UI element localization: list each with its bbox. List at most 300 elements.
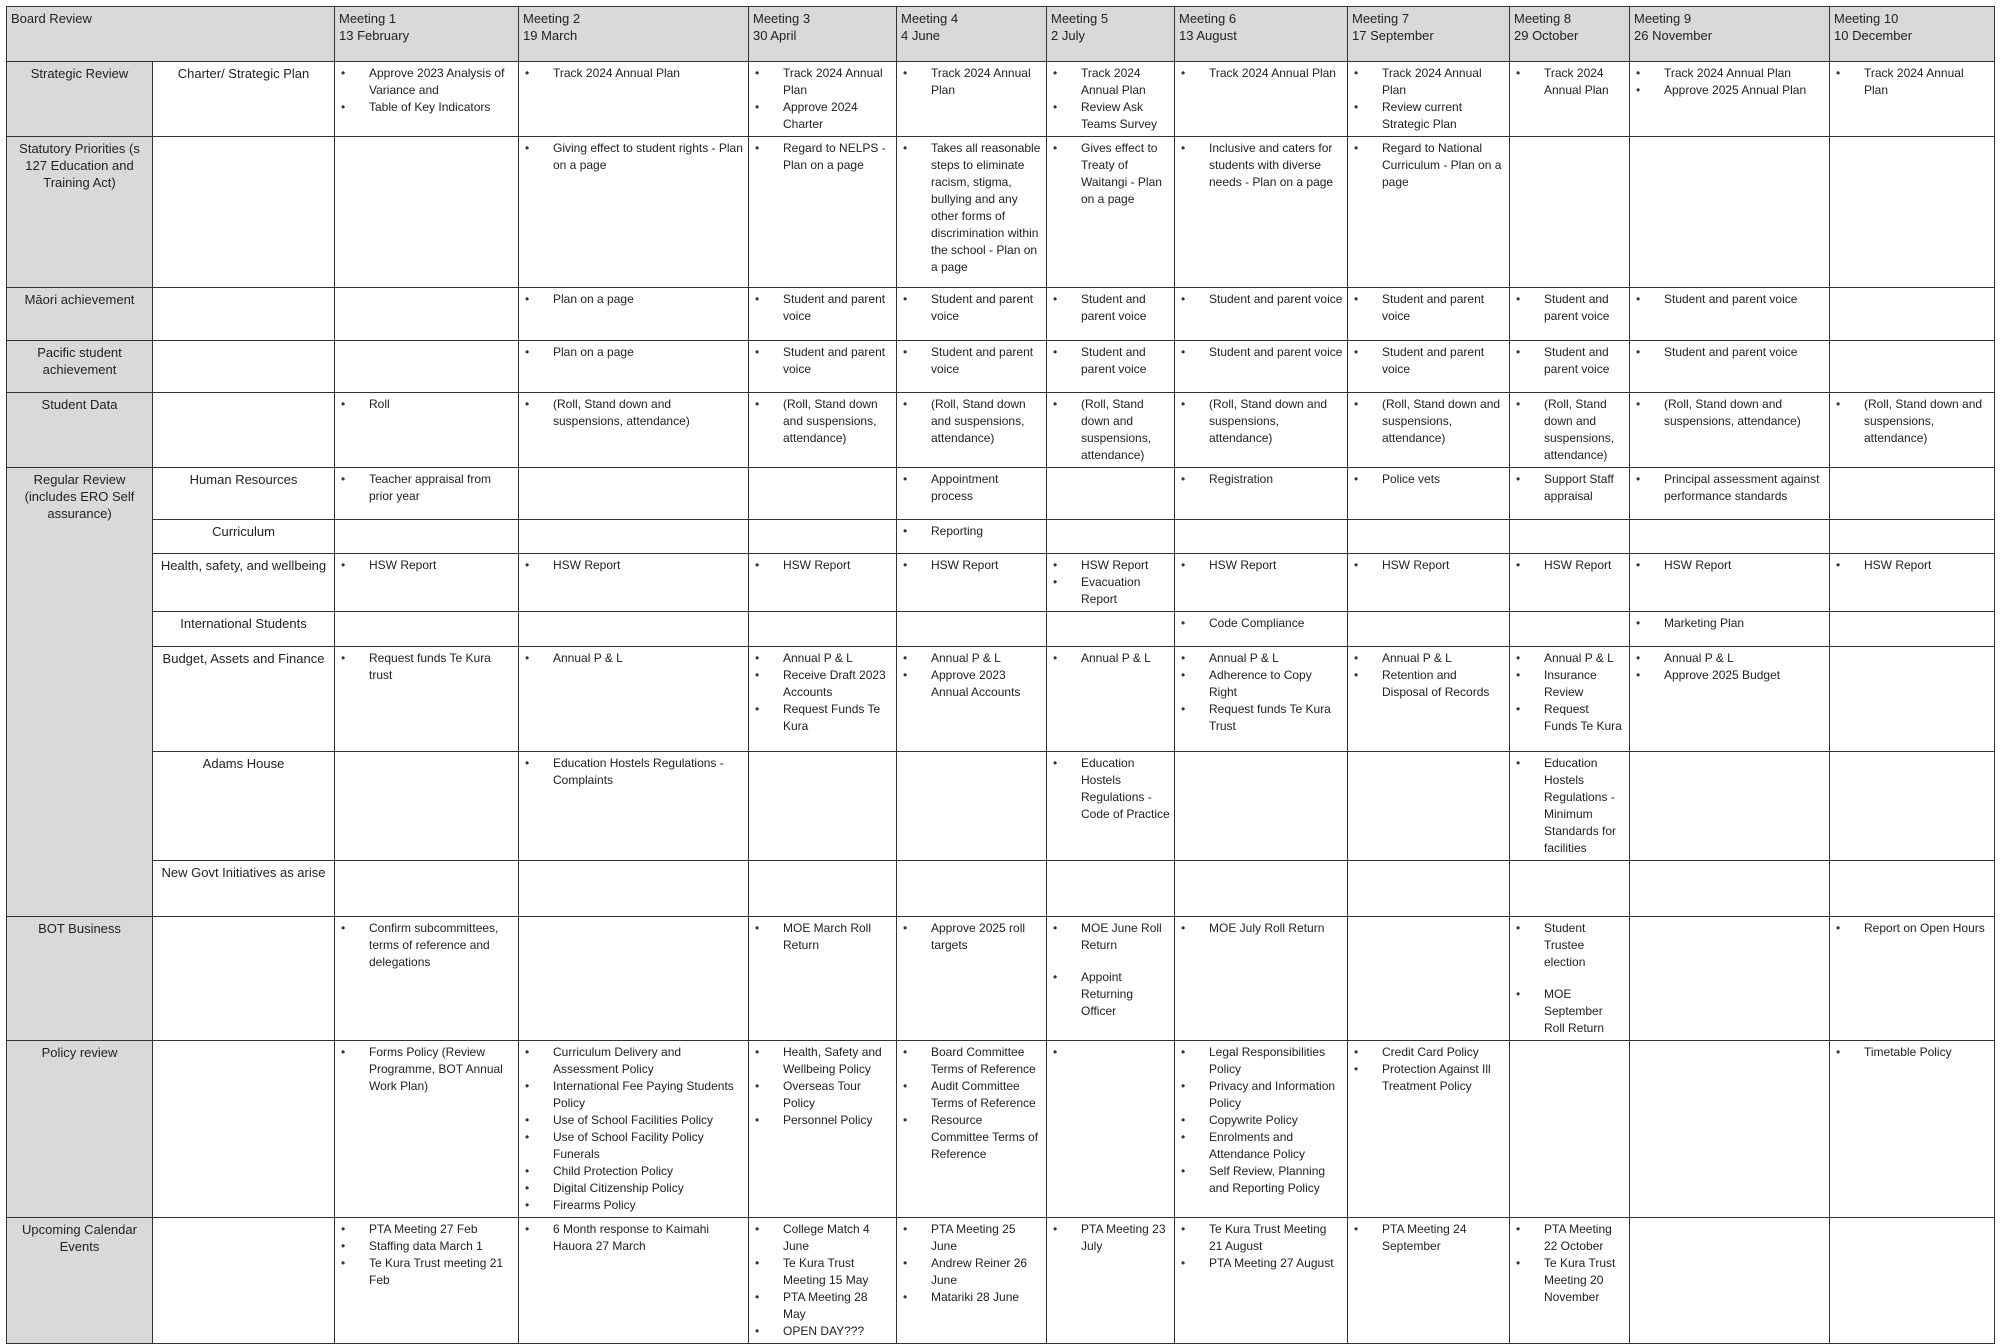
meeting-header (1348, 7, 1510, 62)
agenda-list (901, 65, 1042, 99)
meeting-cell (335, 137, 519, 288)
list-item: • Annual P & L (783, 650, 892, 667)
meeting-cell (1630, 647, 1830, 752)
agenda-list (1834, 920, 1990, 937)
meeting-cell (749, 1218, 897, 1344)
list-item: • HSW Report (1382, 557, 1505, 574)
list-item: • Track 2024 Annual Plan (931, 65, 1042, 99)
list-item: • Education Hostels Regulations - Code of Practice (1081, 755, 1170, 823)
meeting-cell (1348, 137, 1510, 288)
meeting-cell (335, 612, 519, 647)
meeting-cell (1510, 341, 1630, 393)
agenda-list (753, 65, 892, 133)
list-item: • Enrolments and Attendance Policy (1209, 1129, 1343, 1163)
list-item: • Resource Committee Terms of Reference (931, 1112, 1042, 1163)
meeting-cell (1175, 393, 1348, 468)
list-item: • HSW Report (1664, 557, 1825, 574)
meeting-cell (519, 752, 749, 861)
meeting-cell (1630, 917, 1830, 1041)
agenda-list (1051, 65, 1170, 133)
agenda-list (1179, 557, 1343, 574)
agenda-list (523, 344, 744, 361)
list-item: • HSW Report (1209, 557, 1343, 574)
meeting-header (1047, 7, 1175, 62)
meeting-cell (1348, 917, 1510, 1041)
agenda-list (1834, 1044, 1990, 1061)
agenda-list (1051, 344, 1170, 378)
agenda-list (1179, 1221, 1343, 1272)
list-item: • Annual P & L (1209, 650, 1343, 667)
agenda-list (1051, 396, 1170, 464)
list-item: • Student and parent voice (1544, 344, 1625, 378)
list-item: • Approve 2025 Annual Plan (1664, 82, 1825, 99)
agenda-list (1352, 140, 1505, 191)
meeting-cell (749, 341, 897, 393)
list-item: • (Roll, Stand down and suspensions, attendance) (1382, 396, 1505, 447)
meeting-cell (897, 917, 1047, 1041)
list-item: • Track 2024 Annual Plan (1864, 65, 1990, 99)
list-item: • Student and parent voice (931, 291, 1042, 325)
meeting-cell (1175, 1041, 1348, 1218)
agenda-list (753, 396, 892, 447)
list-item: • Request funds Te Kura Trust (1209, 701, 1343, 735)
list-item: • MOE September Roll Return (1544, 986, 1625, 1037)
meeting-cell (1630, 554, 1830, 612)
meeting-date: 10 December (1834, 28, 1913, 43)
list-item: • Annual P & L (1382, 650, 1505, 667)
meeting-cell (1510, 917, 1630, 1041)
list-item: • Regard to National Curriculum - Plan on a page (1382, 140, 1505, 191)
meeting-cell (1047, 520, 1175, 554)
agenda-list (1834, 65, 1990, 99)
agenda-list (1634, 471, 1825, 505)
meeting-cell (1630, 137, 1830, 288)
subcategory-cell (153, 341, 335, 393)
list-item: • Request funds Te Kura trust (369, 650, 514, 684)
meeting-cell (749, 917, 897, 1041)
meeting-cell (335, 62, 519, 137)
list-item: • Code Compliance (1209, 615, 1343, 632)
meeting-date: 29 October (1514, 28, 1579, 43)
meeting-cell (897, 612, 1047, 647)
agenda-list (339, 557, 514, 574)
agenda-list (1634, 291, 1825, 308)
list-item: • Principal assessment against performance standards (1664, 471, 1825, 505)
meeting-cell (1047, 341, 1175, 393)
list-item: • (Roll, Stand down and suspensions, attendance) (1664, 396, 1825, 430)
agenda-list (339, 471, 514, 505)
list-item: • PTA Meeting 25 June (931, 1221, 1042, 1255)
agenda-list (1514, 1221, 1625, 1306)
meeting-cell (1510, 62, 1630, 137)
meeting-name: Meeting 9 (1634, 11, 1692, 26)
agenda-list (523, 1221, 744, 1255)
meeting-cell (1830, 612, 1995, 647)
agenda-list (1179, 291, 1343, 308)
list-item: • Annual P & L (553, 650, 744, 667)
list-item: • Student and parent voice (1081, 291, 1170, 325)
meeting-cell (1630, 341, 1830, 393)
meeting-cell (749, 647, 897, 752)
meeting-cell (1348, 1218, 1510, 1344)
meeting-name: Meeting 5 (1051, 11, 1109, 26)
meeting-cell (1630, 393, 1830, 468)
list-item: • Marketing Plan (1664, 615, 1825, 632)
meeting-cell (1510, 520, 1630, 554)
table-row (7, 62, 1995, 137)
list-item: • Privacy and Information Policy (1209, 1078, 1343, 1112)
list-item: • (Roll, Stand down and suspensions, attendance) (1209, 396, 1343, 447)
meeting-cell (335, 752, 519, 861)
list-item: • Student Trustee election (1544, 920, 1625, 971)
list-item: • HSW Report (1081, 557, 1170, 574)
agenda-list (339, 650, 514, 684)
meeting-cell (1175, 647, 1348, 752)
category-cell: Student Data (7, 393, 153, 468)
meeting-name: Meeting 8 (1514, 11, 1572, 26)
list-item: • Student and parent voice (1081, 344, 1170, 378)
meeting-cell (1175, 520, 1348, 554)
meeting-date: 13 August (1179, 28, 1237, 43)
meeting-cell (897, 861, 1047, 917)
agenda-list (1834, 396, 1990, 447)
meeting-cell (897, 62, 1047, 137)
board-work-plan-table (6, 6, 1995, 1344)
table-row (7, 647, 1995, 752)
agenda-list (1514, 650, 1625, 735)
list-item: • Student and parent voice (1544, 291, 1625, 325)
agenda-list (1514, 471, 1625, 505)
list-item: • Student and parent voice (1664, 344, 1825, 361)
list-item: • Request Funds Te Kura (783, 701, 892, 735)
meeting-cell (519, 520, 749, 554)
meeting-cell (1348, 520, 1510, 554)
meeting-cell (1830, 288, 1995, 341)
list-item: • Personnel Policy (783, 1112, 892, 1129)
meeting-cell (1830, 554, 1995, 612)
list-item: • Track 2024 Annual Plan (1209, 65, 1343, 82)
list-item: • Student and parent voice (783, 344, 892, 378)
meeting-cell (897, 341, 1047, 393)
list-item: • Te Kura Trust Meeting 20 November (1544, 1255, 1625, 1306)
meeting-cell (897, 554, 1047, 612)
list-item: • Student and parent voice (1382, 291, 1505, 325)
meeting-cell (1348, 752, 1510, 861)
list-item: • Review Ask Teams Survey (1081, 99, 1170, 133)
meeting-cell (1630, 1041, 1830, 1218)
meeting-cell (897, 752, 1047, 861)
meeting-cell (1047, 1218, 1175, 1344)
agenda-list (1514, 396, 1625, 464)
meeting-name: Meeting 6 (1179, 11, 1237, 26)
list-item: • Track 2024 Annual Plan (553, 65, 744, 82)
list-item: • Roll (369, 396, 514, 413)
meeting-cell (1175, 554, 1348, 612)
list-item: • College Match 4 June (783, 1221, 892, 1255)
list-item: • HSW Report (783, 557, 892, 574)
meeting-cell (1630, 520, 1830, 554)
subcategory-cell (153, 1218, 335, 1344)
meeting-date: 30 April (753, 28, 797, 43)
list-item: • Annual P & L (931, 650, 1042, 667)
agenda-list (901, 523, 1042, 540)
agenda-list (1352, 557, 1505, 574)
meeting-cell (519, 62, 749, 137)
meeting-cell (1830, 468, 1995, 520)
meeting-cell (1348, 554, 1510, 612)
meeting-cell (519, 1041, 749, 1218)
meeting-cell (1510, 137, 1630, 288)
meeting-date: 17 September (1352, 28, 1434, 43)
agenda-list (1514, 920, 1625, 1037)
meeting-header (749, 7, 897, 62)
meeting-cell (1510, 554, 1630, 612)
meeting-cell (897, 520, 1047, 554)
meeting-cell (335, 861, 519, 917)
meeting-cell (1175, 861, 1348, 917)
list-item: • Student and parent voice (1664, 291, 1825, 308)
list-item: • Te Kura Trust Meeting 15 May (783, 1255, 892, 1289)
list-item: • Track 2024 Annual Plan (1382, 65, 1505, 99)
meeting-cell (1047, 288, 1175, 341)
agenda-list (1352, 471, 1505, 488)
category-cell: Statutory Priorities (s 127 Education and Training Act) (7, 137, 153, 288)
subcategory-cell: Health, safety, and wellbeing (153, 554, 335, 612)
meeting-date: 13 February (339, 28, 410, 43)
meeting-cell (519, 612, 749, 647)
list-item: • Reporting (931, 523, 1042, 540)
list-item: • Timetable Policy (1864, 1044, 1990, 1061)
meeting-header (897, 7, 1047, 62)
list-item: • HSW Report (1864, 557, 1990, 574)
meeting-cell (897, 468, 1047, 520)
meeting-cell (1510, 861, 1630, 917)
agenda-list (339, 65, 514, 116)
meeting-cell (1630, 288, 1830, 341)
meeting-cell (749, 137, 897, 288)
agenda-list (1179, 471, 1343, 488)
meeting-cell (1175, 917, 1348, 1041)
category-cell: Māori achievement (7, 288, 153, 341)
list-item: • Board Committee Terms of Reference (931, 1044, 1042, 1078)
meeting-cell (1510, 647, 1630, 752)
table-row (7, 468, 1995, 520)
list-item: • Receive Draft 2023 Accounts (783, 667, 892, 701)
agenda-list (901, 920, 1042, 954)
meeting-cell (1047, 62, 1175, 137)
list-item: • Table of Key Indicators (369, 99, 514, 116)
meeting-date: 4 June (901, 28, 941, 43)
list-item: • Audit Committee Terms of Reference (931, 1078, 1042, 1112)
list-item: • (Roll, Stand down and suspensions, attendance) (931, 396, 1042, 447)
meeting-header (1175, 7, 1348, 62)
agenda-list (753, 650, 892, 735)
list-item: • PTA Meeting 23 July (1081, 1221, 1170, 1255)
agenda-list (1179, 65, 1343, 82)
agenda-list (523, 1044, 744, 1214)
list-item: • MOE July Roll Return (1209, 920, 1343, 937)
meeting-cell (519, 861, 749, 917)
list-item: • Teacher appraisal from prior year (369, 471, 514, 505)
list-item: • Giving effect to student rights - Plan on a page (553, 140, 744, 174)
agenda-list (1352, 344, 1505, 378)
meeting-cell (335, 393, 519, 468)
meeting-cell (749, 520, 897, 554)
list-item: • Evacuation Report (1081, 574, 1170, 608)
meeting-cell (749, 288, 897, 341)
table-row (7, 288, 1995, 341)
list-item: • Inclusive and caters for students with diverse needs - Plan on a page (1209, 140, 1343, 191)
agenda-list (523, 396, 744, 430)
agenda-list (753, 557, 892, 574)
meeting-cell (1047, 554, 1175, 612)
meeting-header (1510, 7, 1630, 62)
list-item: • HSW Report (553, 557, 744, 574)
list-item: • Approve 2025 Budget (1664, 667, 1825, 684)
meeting-name: Meeting 10 (1834, 11, 1899, 26)
meeting-cell (519, 288, 749, 341)
agenda-list (1514, 291, 1625, 325)
meeting-cell (1047, 917, 1175, 1041)
list-item: • Child Protection Policy (553, 1163, 744, 1180)
subcategory-cell (153, 288, 335, 341)
agenda-list (901, 1044, 1042, 1163)
agenda-list (1179, 650, 1343, 735)
subcategory-cell: Adams House (153, 752, 335, 861)
meeting-cell (335, 917, 519, 1041)
meeting-cell (1348, 341, 1510, 393)
meeting-cell (1510, 288, 1630, 341)
meeting-cell (1510, 468, 1630, 520)
list-item: • Student and parent voice (1209, 344, 1343, 361)
meeting-cell (897, 1218, 1047, 1344)
list-item: • HSW Report (1544, 557, 1625, 574)
meeting-header-row (7, 7, 1995, 62)
table-row (7, 137, 1995, 288)
meeting-cell (749, 612, 897, 647)
subcategory-cell (153, 393, 335, 468)
subcategory-cell (153, 137, 335, 288)
agenda-list (1634, 615, 1825, 632)
list-item: • Annual P & L (1544, 650, 1625, 667)
list-item: • Digital Citizenship Policy (553, 1180, 744, 1197)
agenda-list (1051, 755, 1170, 823)
category-cell: BOT Business (7, 917, 153, 1041)
agenda-list (753, 1044, 892, 1129)
agenda-list (1634, 650, 1825, 684)
meeting-cell (519, 137, 749, 288)
meeting-cell (1510, 612, 1630, 647)
list-item: • Use of School Facilities Policy (553, 1112, 744, 1129)
meeting-cell (1830, 861, 1995, 917)
agenda-list (523, 291, 744, 308)
meeting-cell (1830, 1041, 1995, 1218)
list-item: • 6 Month response to Kaimahi Hauora 27 March (553, 1221, 744, 1255)
agenda-list (523, 65, 744, 82)
agenda-list (1051, 1221, 1170, 1255)
list-item: • Track 2024 Annual Plan (783, 65, 892, 99)
meeting-date: 2 July (1051, 28, 1085, 43)
meeting-cell (1510, 393, 1630, 468)
agenda-list (1179, 1044, 1343, 1197)
meeting-cell (1830, 1218, 1995, 1344)
agenda-list (339, 1221, 514, 1289)
agenda-list (339, 1044, 514, 1095)
category-cell: Regular Review (includes ERO Self assurance) (7, 468, 153, 917)
meeting-cell (749, 393, 897, 468)
list-item: • PTA Meeting 28 May (783, 1289, 892, 1323)
meeting-cell (1630, 612, 1830, 647)
list-item: • Track 2024 Annual Plan (1081, 65, 1170, 99)
meeting-cell (335, 554, 519, 612)
list-item: • Support Staff appraisal (1544, 471, 1625, 505)
meeting-cell (1175, 612, 1348, 647)
meeting-date: 19 March (523, 28, 578, 43)
meeting-cell (1047, 1041, 1175, 1218)
meeting-cell (1630, 1218, 1830, 1344)
list-item: • Review current Strategic Plan (1382, 99, 1505, 133)
agenda-list (1514, 65, 1625, 99)
agenda-list (1179, 396, 1343, 447)
list-item: • Track 2024 Annual Plan (1544, 65, 1625, 99)
list-item: • Gives effect to Treaty of Waitangi - Plan on a page (1081, 140, 1170, 208)
list-item: • Regard to NELPS - Plan on a page (783, 140, 892, 174)
list-item: • (Roll, Stand down and suspensions, attendance) (1081, 396, 1170, 464)
agenda-list (901, 140, 1042, 276)
list-item: • Appointment process (931, 471, 1042, 505)
agenda-list (1352, 65, 1505, 133)
meeting-date: 26 November (1634, 28, 1713, 43)
agenda-list (339, 396, 514, 413)
list-item: • Confirm subcommittees, terms of reference and delegations (369, 920, 514, 971)
list-item: • Matariki 28 June (931, 1289, 1042, 1306)
list-item: • Plan on a page (553, 344, 744, 361)
list-item: • Annual P & L (1664, 650, 1825, 667)
meeting-cell (1175, 288, 1348, 341)
list-item: • Approve 2024 Charter (783, 99, 892, 133)
list-item: • Forms Policy (Review Programme, BOT Annual Work Plan) (369, 1044, 514, 1095)
list-item: • Insurance Review (1544, 667, 1625, 701)
list-item: • Request Funds Te Kura (1544, 701, 1625, 735)
list-item: • Retention and Disposal of Records (1382, 667, 1505, 701)
meeting-cell (1348, 62, 1510, 137)
meeting-cell (1175, 1218, 1348, 1344)
subcategory-cell (153, 1041, 335, 1218)
list-item: • Appoint Returning Officer (1081, 969, 1170, 1020)
table-row (7, 1041, 1995, 1218)
meeting-cell (1830, 393, 1995, 468)
table-row (7, 1218, 1995, 1344)
meeting-cell (335, 288, 519, 341)
meeting-cell (1630, 468, 1830, 520)
agenda-list (523, 140, 744, 174)
agenda-list (901, 471, 1042, 505)
list-item: • Credit Card Policy (1382, 1044, 1505, 1061)
meeting-cell (1047, 468, 1175, 520)
subcategory-cell: Curriculum (153, 520, 335, 554)
meeting-cell (335, 647, 519, 752)
agenda-list (1352, 1221, 1505, 1255)
meeting-cell (897, 288, 1047, 341)
list-item: • Student and parent voice (1209, 291, 1343, 308)
meeting-cell (1510, 1041, 1630, 1218)
category-cell: Pacific student achievement (7, 341, 153, 393)
meeting-cell (1830, 62, 1995, 137)
meeting-name: Meeting 7 (1352, 11, 1410, 26)
agenda-list (1514, 755, 1625, 857)
meeting-name: Meeting 1 (339, 11, 397, 26)
meeting-cell (519, 917, 749, 1041)
